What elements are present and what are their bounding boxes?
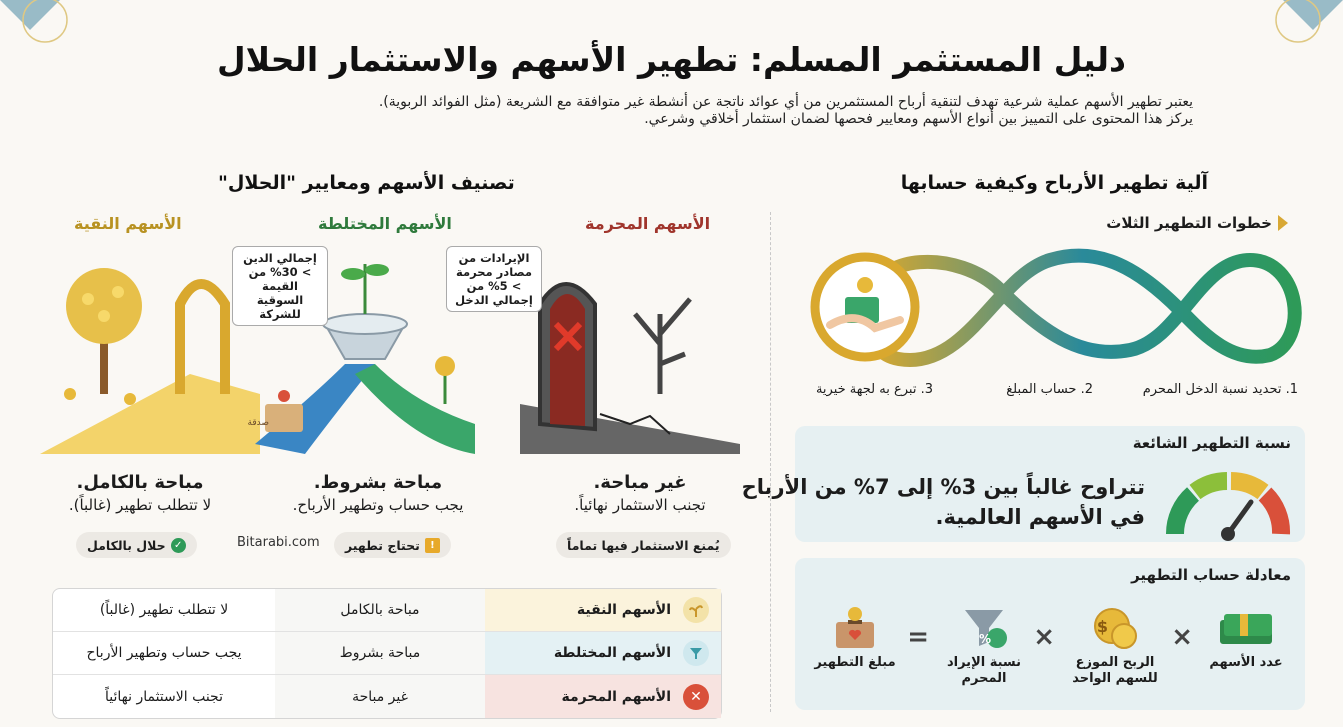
- table-row: الأسهم النقية مباحة بالكامل لا تتطلب تطهير (غالباً): [53, 589, 721, 632]
- mixed-verdict: مباحة بشروط. يجب حساب وتطهير الأرباح.: [292, 472, 464, 514]
- eq-shares-count: عدد الأسهم: [1201, 606, 1291, 671]
- equals-sign: =: [907, 622, 929, 652]
- funnel-percent-icon: [959, 606, 1009, 650]
- eq-purification-amount: مبلغ التطهير: [805, 606, 905, 671]
- cracked-door-illustration: [520, 244, 740, 454]
- coins-icon: [1090, 606, 1140, 650]
- charity-box-icon: [830, 606, 880, 650]
- category-prohibited-title: الأسهم المحرمة: [585, 214, 711, 233]
- step-2: 2. حساب المبلغ: [1006, 382, 1093, 397]
- ratio-heading: نسبة التطهير الشائعة: [1132, 434, 1291, 452]
- intro-line-1: يعتبر تطهير الأسهم عملية شرعية تهدف لتنقية أرباح المستثمرين من أي عوائد ناتجة عن أنشطة غير متوافقة مع الشريعة (مثل الفوائد الربوية).: [378, 94, 1193, 110]
- prohibited-pill: يُمنع الاستثمار فيها تماماً: [556, 532, 731, 558]
- steps-heading: [1106, 214, 1288, 232]
- cross-icon: ✕: [683, 684, 709, 710]
- equation-heading: معادلة حساب التطهير: [1131, 566, 1291, 584]
- watermark: Bitarabi.com: [237, 535, 320, 550]
- step-3: 3. تبرع به لجهة خيرية: [815, 382, 933, 397]
- svg-text:$: $: [1096, 617, 1108, 636]
- ratio-text: [742, 472, 1145, 532]
- steps-heading-label: خطوات التطهير الثلاث: [1106, 214, 1272, 232]
- warning-icon: !: [425, 538, 440, 553]
- ratio-line-2: في الأسهم العالمية.: [935, 505, 1145, 529]
- intro-text: [173, 94, 1193, 128]
- table-row: الأسهم المختلطة مباحة بشروط يجب حساب وتطهير الأرباح: [53, 632, 721, 675]
- equation-card: [795, 558, 1305, 710]
- summary-table: [52, 588, 722, 719]
- times-sign-2: ×: [1033, 622, 1055, 652]
- svg-text:%: %: [978, 632, 991, 646]
- page-title: دليل المستثمر المسلم: تطهير الأسهم والاستثمار الحلال: [217, 40, 1126, 79]
- funnel-icon: [683, 640, 709, 666]
- classification-section-title: تصنيف الأسهم ومعايير "الحلال": [218, 172, 515, 194]
- debt-criterion-callout: إجمالي الدين > 30% من القيمة السوقية للشركة: [232, 246, 328, 326]
- prohibited-verdict: غير مباحة. تجنب الاستثمار نهائياً.: [574, 472, 706, 514]
- category-mixed-title: الأسهم المختلطة: [318, 214, 452, 233]
- step-1: 1. تحديد نسبة الدخل المحرم: [1142, 382, 1298, 397]
- category-pure-title: الأسهم النقية: [74, 214, 182, 233]
- gauge-icon: [1163, 466, 1293, 541]
- pure-verdict: مباحة بالكامل. لا تتطلب تطهير (غالباً).: [68, 472, 212, 514]
- money-stack-icon: [1216, 606, 1276, 650]
- revenue-criterion-callout: الإيرادات من مصادر محرمة > 5% من إجمالي الدخل: [446, 246, 542, 312]
- triangle-bullet-icon: [1278, 215, 1288, 231]
- check-icon: ✓: [171, 538, 186, 553]
- eq-prohibited-ratio: % نسبة الإيراد المحرم: [939, 606, 1029, 687]
- donation-box-label: صدقة: [247, 418, 269, 428]
- halal-pill: ✓ حلال بالكامل: [76, 532, 197, 558]
- golden-tree-illustration: [40, 244, 260, 454]
- ratio-card: [741, 426, 1305, 542]
- table-row: ✕الأسهم المحرمة غير مباحة تجنب الاستثمار نهائياً: [53, 675, 721, 718]
- purification-section-title: آلية تطهير الأرباح وكيفية حسابها: [900, 172, 1208, 194]
- sprout-icon: [683, 597, 709, 623]
- intro-line-2: يركز هذا المحتوى على التمييز بين أنواع الأسهم ومعايير فحصها لضمان استثمار أخلاقي وشرعي.: [644, 111, 1193, 127]
- column-divider: [770, 212, 771, 712]
- eq-dividend-per-share: $ الربح الموزع للسهم الواحد: [1065, 606, 1165, 687]
- times-sign-1: ×: [1171, 622, 1193, 652]
- infinity-steps-loop: [800, 240, 1320, 375]
- needs-purification-pill: ! تحتاج تطهير: [334, 532, 451, 558]
- ratio-line-1: تتراوح غالباً بين 3% إلى 7% من الأرباح: [741, 475, 1145, 499]
